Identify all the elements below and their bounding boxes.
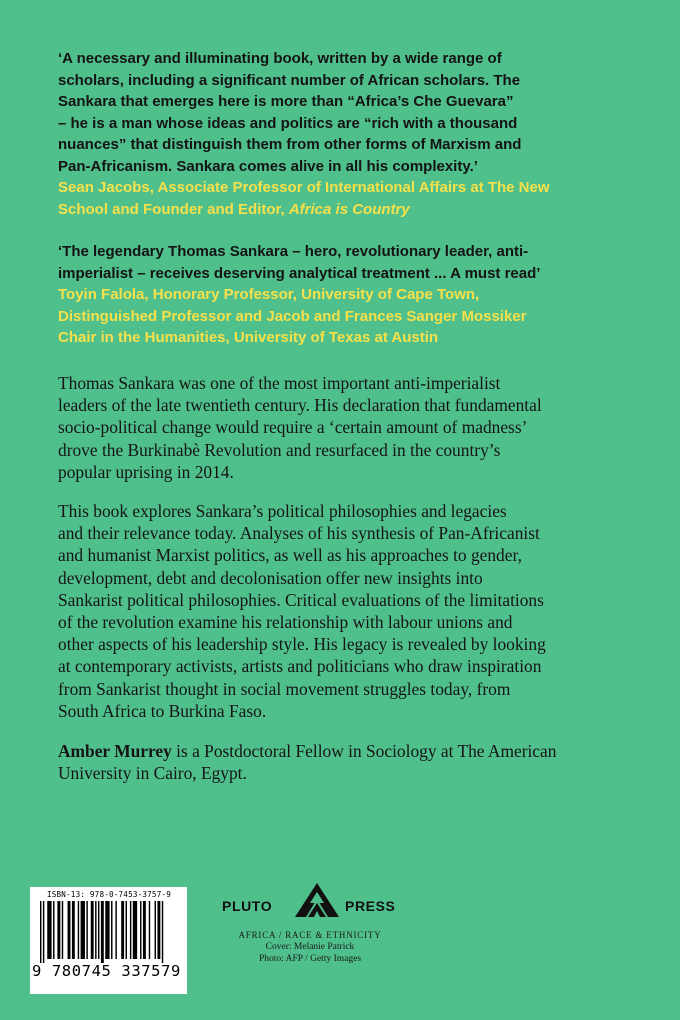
barcode-bars-icon	[40, 901, 177, 963]
endorsement-quote-1	[58, 48, 638, 220]
isbn-label: ISBN-13: 978-0-7453-3757-9	[46, 890, 172, 899]
pluto-press-mark-icon	[294, 882, 340, 918]
barcode-bar	[86, 901, 87, 959]
barcode-bar	[133, 901, 137, 959]
barcode-bar	[121, 901, 124, 959]
barcode-bar	[40, 901, 41, 963]
publisher-word-right: PRESS	[345, 898, 396, 914]
cover-credits	[200, 929, 420, 965]
barcode-bar	[62, 901, 63, 959]
barcode-bar	[78, 901, 79, 959]
publisher-word-left: PLUTO	[222, 898, 273, 914]
barcode-bar	[111, 901, 112, 959]
barcode-bar	[72, 901, 75, 959]
cover-designer-credit: Cover: Melanie Patrick	[265, 942, 355, 952]
photo-credit: Photo: AFP / Getty Images	[258, 954, 362, 964]
barcode-bar	[53, 901, 54, 959]
author-bio: Amber Murrey is a Postdoctoral Fellow in Sociology at The American University in Cairo, Egypt.	[58, 741, 557, 784]
barcode-bar	[57, 901, 60, 959]
quote-2-attribution: Toyin Falola, Honorary Professor, University of Cape Town, Distinguished Professor and Jacob and Frances Sanger Mossiker Chair in the Humanities, University of Texas at Austin	[58, 286, 527, 346]
endorsement-quote-2	[58, 241, 638, 349]
barcode-bar	[155, 901, 156, 959]
barcode-bar	[98, 901, 99, 959]
subject-category: AFRICA / RACE & ETHNICITY	[238, 930, 382, 940]
barcode-bar	[162, 901, 163, 963]
barcode-bar	[149, 901, 150, 959]
quote-1-text: ‘A necessary and illuminating book, written by a wide range of scholars, including a significant number of African scholars. The Sankara that emerges here is more than “Africa’s Che Guevara” – he is a man whose ideas and politics are “rich with a thousand nuances” that distinguish them from other forms of Marxism and Pan-Africanism. Sankara comes alive in all his complexity.’	[58, 50, 522, 175]
barcode-bar	[126, 901, 127, 959]
barcode-bar	[130, 901, 131, 959]
barcode-bar	[81, 901, 85, 959]
barcode-bar	[105, 901, 109, 959]
barcode-bar	[95, 901, 96, 959]
barcode-bar	[68, 901, 71, 959]
barcode-bar	[157, 901, 160, 959]
isbn-barcode	[30, 887, 187, 994]
barcode-bar	[43, 901, 44, 963]
barcode-bar	[115, 901, 116, 959]
barcode-bar	[47, 901, 51, 959]
barcode-digits: 9 780745 337579	[32, 962, 181, 980]
publisher-logo	[222, 880, 412, 920]
barcode-bar	[140, 901, 141, 959]
barcode-bar	[91, 901, 94, 959]
blurb-paragraph-1: Thomas Sankara was one of the most important anti-imperialist leaders of the late twentieth century. His declaration that fundamental socio-political change would require a ‘certain amount of madness’ drove the Burkinabè Revolution and resurfaced in the country’s popular uprising in 2014.	[58, 373, 542, 482]
blurb-paragraph-2: This book explores Sankara’s political philosophies and legacies and their relevance today. Analyses of his synthesis of Pan-Africanist and humanist Marxist politics, as well as his approaches to gender, development, debt and decolonisation offer new insights into Sankarist political philosophies. Critical evaluations of the limitations of the revolution examine his relationship with labour unions and other aspects of his leadership style. His legacy is revealed by looking at contemporary activists, artists and politicians who draw inspiration from Sankarist thought in social movement struggles today, from South Africa to Burkina Faso.	[58, 501, 546, 721]
author-name: Amber Murrey	[58, 741, 172, 761]
quote-2-text: ‘The legendary Thomas Sankara – hero, revolutionary leader, anti- imperialist – receives deserving analytical treatment ... A must read’	[58, 243, 541, 282]
barcode-bar	[101, 901, 104, 963]
publication-name: Africa is Country	[288, 200, 410, 218]
barcode-bar	[143, 901, 146, 959]
quote-1-attribution: Sean Jacobs, Associate Professor of International Affairs at The New School and Founder and Editor, Africa is Country	[58, 179, 550, 218]
